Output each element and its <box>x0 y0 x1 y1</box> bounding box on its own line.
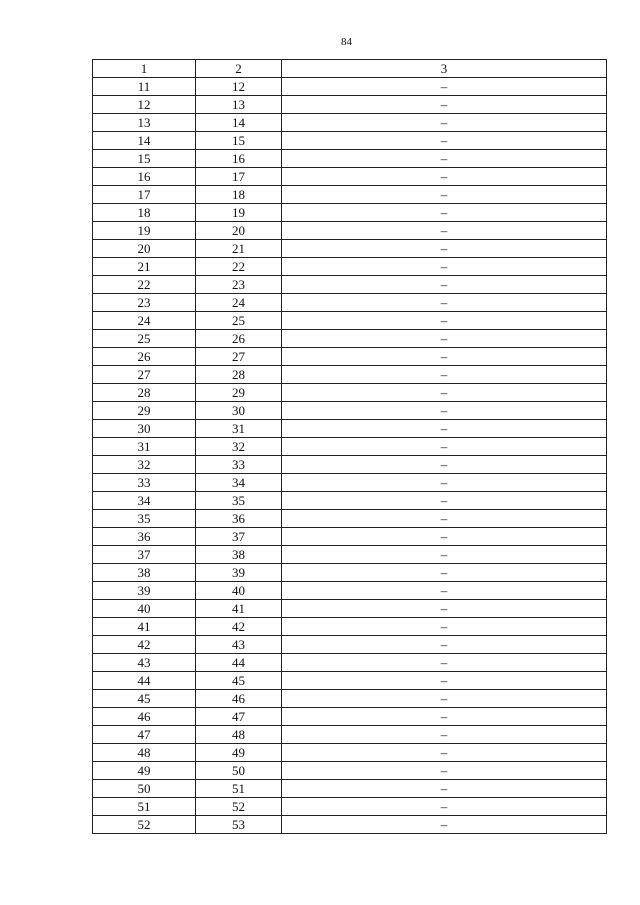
table-row <box>93 132 607 150</box>
table-cell-col3: – <box>282 114 607 132</box>
data-table <box>92 59 607 834</box>
table-cell-col1: 52 <box>93 816 196 834</box>
table-cell-col1: 24 <box>93 312 196 330</box>
table-cell-col2: 29 <box>196 384 282 402</box>
table-cell-col3: – <box>282 402 607 420</box>
table-cell-col1: 22 <box>93 276 196 294</box>
table-cell-col1: 27 <box>93 366 196 384</box>
table-row <box>93 798 607 816</box>
table-row <box>93 294 607 312</box>
table-cell-col2: 19 <box>196 204 282 222</box>
table-cell-col3: – <box>282 636 607 654</box>
table-row <box>93 312 607 330</box>
table-cell-col2: 50 <box>196 762 282 780</box>
table-cell-col3: – <box>282 204 607 222</box>
table-cell-col2: 32 <box>196 438 282 456</box>
table-cell-col3: – <box>282 762 607 780</box>
table-cell-col1: 50 <box>93 780 196 798</box>
table-cell-col2: 46 <box>196 690 282 708</box>
table-cell-col3: – <box>282 294 607 312</box>
table-row <box>93 600 607 618</box>
table-cell-col3: – <box>282 186 607 204</box>
table-cell-col2: 31 <box>196 420 282 438</box>
table-cell-col1: 37 <box>93 546 196 564</box>
table-header-row <box>93 60 607 78</box>
table-cell-col1: 28 <box>93 384 196 402</box>
table-cell-col3: – <box>282 96 607 114</box>
table-cell-col3: – <box>282 384 607 402</box>
table-row <box>93 168 607 186</box>
table-cell-col3: – <box>282 528 607 546</box>
table-cell-col1: 46 <box>93 708 196 726</box>
table-row <box>93 222 607 240</box>
table-cell-col1: 13 <box>93 114 196 132</box>
table-cell-col2: 13 <box>196 96 282 114</box>
table-cell-col2: 22 <box>196 258 282 276</box>
table-cell-col2: 14 <box>196 114 282 132</box>
table-cell-col3: – <box>282 672 607 690</box>
table-cell-col1: 36 <box>93 528 196 546</box>
table-cell-col1: 51 <box>93 798 196 816</box>
table-cell-col1: 42 <box>93 636 196 654</box>
table-cell-col2: 33 <box>196 456 282 474</box>
table-cell-col1: 33 <box>93 474 196 492</box>
table-cell-col2: 44 <box>196 654 282 672</box>
table-cell-col3: – <box>282 546 607 564</box>
table-cell-col3: – <box>282 510 607 528</box>
table-row <box>93 636 607 654</box>
table-row <box>93 402 607 420</box>
table-cell-col2: 30 <box>196 402 282 420</box>
table-cell-col1: 40 <box>93 600 196 618</box>
table-cell-col2: 12 <box>196 78 282 96</box>
table-cell-col3: – <box>282 654 607 672</box>
table-cell-col3: – <box>282 222 607 240</box>
table-cell-col1: 32 <box>93 456 196 474</box>
table-cell-col2: 45 <box>196 672 282 690</box>
table-body <box>93 60 607 834</box>
table-row <box>93 474 607 492</box>
page-number: 84 <box>341 36 352 48</box>
table-cell-col2: 53 <box>196 816 282 834</box>
table-row <box>93 546 607 564</box>
table-row <box>93 366 607 384</box>
table-row <box>93 204 607 222</box>
table-row <box>93 528 607 546</box>
table-cell-col3: – <box>282 438 607 456</box>
table-cell-col3: – <box>282 474 607 492</box>
header-cell-col2: 2 <box>196 60 282 78</box>
table-cell-col3: – <box>282 240 607 258</box>
table-cell-col3: – <box>282 564 607 582</box>
table-cell-col1: 31 <box>93 438 196 456</box>
table-cell-col2: 34 <box>196 474 282 492</box>
table-cell-col3: – <box>282 618 607 636</box>
table-cell-col1: 47 <box>93 726 196 744</box>
table-cell-col3: – <box>282 708 607 726</box>
table-row <box>93 708 607 726</box>
table-row <box>93 258 607 276</box>
table-cell-col2: 27 <box>196 348 282 366</box>
table-cell-col2: 43 <box>196 636 282 654</box>
table-cell-col2: 49 <box>196 744 282 762</box>
table-cell-col1: 29 <box>93 402 196 420</box>
table-cell-col2: 41 <box>196 600 282 618</box>
table-cell-col2: 24 <box>196 294 282 312</box>
table-cell-col1: 44 <box>93 672 196 690</box>
header-cell-col1: 1 <box>93 60 196 78</box>
table-cell-col2: 21 <box>196 240 282 258</box>
table-cell-col3: – <box>282 690 607 708</box>
table-row <box>93 330 607 348</box>
table-cell-col2: 51 <box>196 780 282 798</box>
table-cell-col1: 15 <box>93 150 196 168</box>
table-cell-col1: 23 <box>93 294 196 312</box>
table-cell-col3: – <box>282 366 607 384</box>
table-cell-col1: 21 <box>93 258 196 276</box>
table-row <box>93 276 607 294</box>
table-cell-col1: 18 <box>93 204 196 222</box>
table-cell-col1: 19 <box>93 222 196 240</box>
table-cell-col2: 52 <box>196 798 282 816</box>
table-cell-col3: – <box>282 168 607 186</box>
table-cell-col3: – <box>282 348 607 366</box>
table-cell-col1: 48 <box>93 744 196 762</box>
table-cell-col1: 26 <box>93 348 196 366</box>
table-cell-col1: 17 <box>93 186 196 204</box>
table-row <box>93 420 607 438</box>
table-cell-col3: – <box>282 330 607 348</box>
table-row <box>93 492 607 510</box>
table-row <box>93 744 607 762</box>
table-row <box>93 582 607 600</box>
table-row <box>93 780 607 798</box>
table-row <box>93 690 607 708</box>
table-cell-col1: 34 <box>93 492 196 510</box>
table-cell-col2: 18 <box>196 186 282 204</box>
table-cell-col2: 38 <box>196 546 282 564</box>
table-cell-col2: 39 <box>196 564 282 582</box>
table-row <box>93 726 607 744</box>
table-cell-col3: – <box>282 420 607 438</box>
table-cell-col1: 49 <box>93 762 196 780</box>
table-cell-col1: 16 <box>93 168 196 186</box>
table-cell-col1: 43 <box>93 654 196 672</box>
table-cell-col1: 20 <box>93 240 196 258</box>
table-cell-col2: 36 <box>196 510 282 528</box>
table-row <box>93 96 607 114</box>
table-row <box>93 384 607 402</box>
table-cell-col2: 16 <box>196 150 282 168</box>
table-cell-col2: 37 <box>196 528 282 546</box>
table-cell-col2: 35 <box>196 492 282 510</box>
table-cell-col3: – <box>282 276 607 294</box>
table-cell-col1: 35 <box>93 510 196 528</box>
table-row <box>93 348 607 366</box>
table-cell-col3: – <box>282 456 607 474</box>
table-row <box>93 618 607 636</box>
table-cell-col2: 17 <box>196 168 282 186</box>
table-row <box>93 78 607 96</box>
table-row <box>93 564 607 582</box>
table-cell-col1: 11 <box>93 78 196 96</box>
table-cell-col3: – <box>282 132 607 150</box>
table-row <box>93 186 607 204</box>
table-cell-col2: 15 <box>196 132 282 150</box>
table-cell-col1: 39 <box>93 582 196 600</box>
header-cell-col3: 3 <box>282 60 607 78</box>
table-row <box>93 438 607 456</box>
table-cell-col3: – <box>282 78 607 96</box>
table-cell-col2: 28 <box>196 366 282 384</box>
table-cell-col2: 25 <box>196 312 282 330</box>
table-cell-col2: 40 <box>196 582 282 600</box>
table-cell-col2: 20 <box>196 222 282 240</box>
table-cell-col1: 41 <box>93 618 196 636</box>
table-cell-col3: – <box>282 816 607 834</box>
table-cell-col3: – <box>282 150 607 168</box>
table-cell-col2: 42 <box>196 618 282 636</box>
table-cell-col3: – <box>282 744 607 762</box>
table-cell-col2: 26 <box>196 330 282 348</box>
table-cell-col2: 48 <box>196 726 282 744</box>
table-cell-col1: 14 <box>93 132 196 150</box>
table-row <box>93 654 607 672</box>
table-cell-col1: 25 <box>93 330 196 348</box>
table-cell-col3: – <box>282 258 607 276</box>
table-row <box>93 150 607 168</box>
table-row <box>93 240 607 258</box>
table-cell-col3: – <box>282 780 607 798</box>
table-cell-col1: 38 <box>93 564 196 582</box>
table-cell-col1: 30 <box>93 420 196 438</box>
table-row <box>93 510 607 528</box>
table-cell-col3: – <box>282 798 607 816</box>
table-row <box>93 114 607 132</box>
table-cell-col1: 45 <box>93 690 196 708</box>
table-cell-col3: – <box>282 492 607 510</box>
table-row <box>93 816 607 834</box>
table-row <box>93 762 607 780</box>
table-cell-col3: – <box>282 726 607 744</box>
table-cell-col1: 12 <box>93 96 196 114</box>
table-cell-col2: 47 <box>196 708 282 726</box>
table-row <box>93 672 607 690</box>
table-cell-col3: – <box>282 582 607 600</box>
table-cell-col3: – <box>282 312 607 330</box>
table-row <box>93 456 607 474</box>
table-cell-col2: 23 <box>196 276 282 294</box>
table-cell-col3: – <box>282 600 607 618</box>
